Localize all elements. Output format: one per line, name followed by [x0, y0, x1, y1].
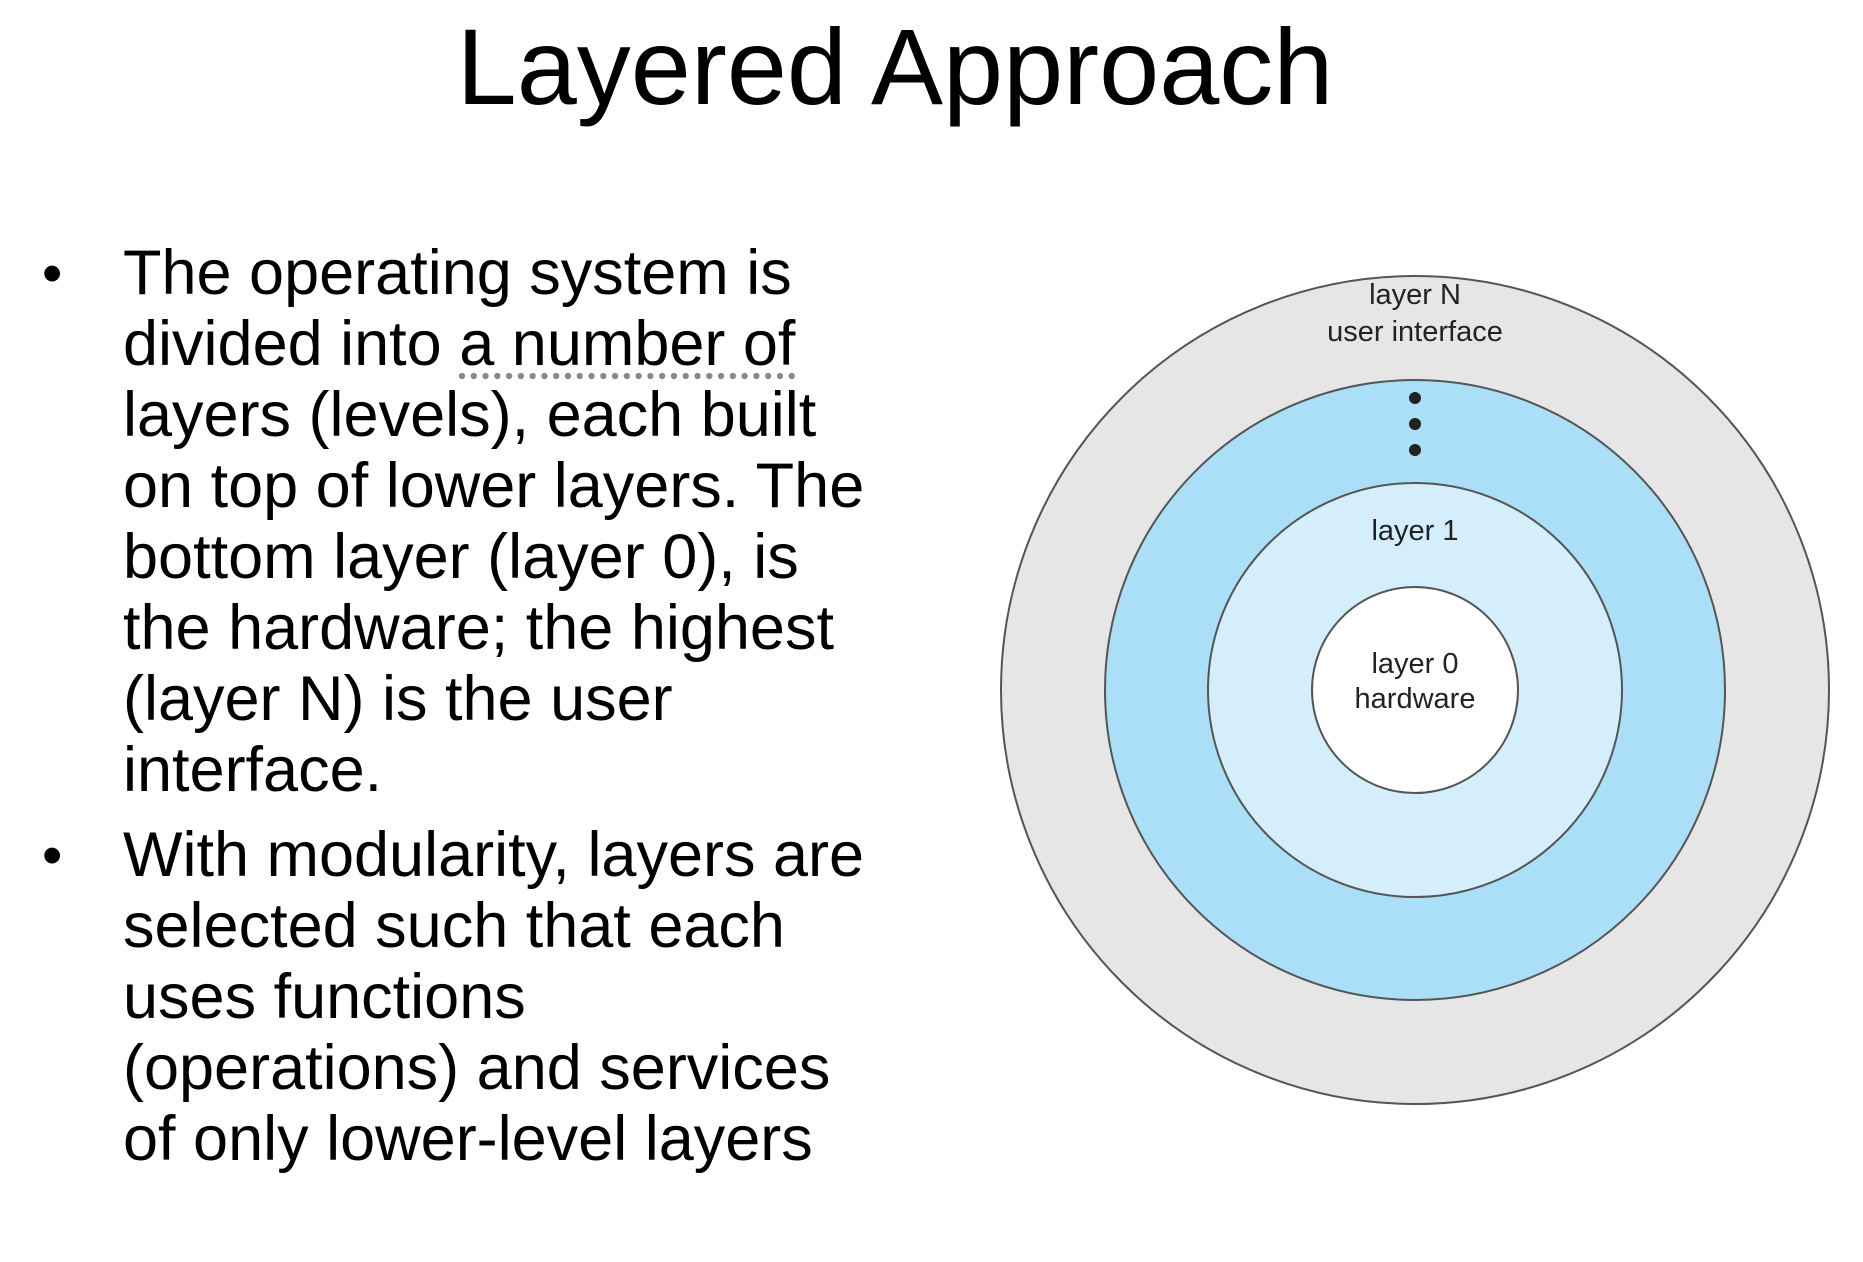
- slide-title: Layered Approach: [456, 6, 1334, 127]
- bullet-item-1: [38, 238, 878, 806]
- bullet-1-underlined-phrase: a number of: [459, 309, 796, 379]
- bullet-text-1: [123, 238, 878, 806]
- bullet-dot-icon: •: [42, 241, 63, 306]
- layer-diagram-svg: [1000, 270, 1830, 1110]
- layer-n-description: user interface: [1327, 316, 1503, 348]
- bullet-1-text-end: layers (levels), each built on top of lower layers. The bottom layer (layer 0), is the hardware; the highest (layer N) is the user interface.: [123, 380, 865, 805]
- layer-1-label: layer 1: [1371, 515, 1459, 547]
- ellipsis-dots-icon: [1409, 392, 1421, 456]
- bullet-item-2: [38, 820, 878, 1175]
- layer-0-description: hardware: [1354, 683, 1476, 715]
- bullet-list: [38, 238, 878, 1189]
- bullet-dot-icon: •: [42, 823, 63, 888]
- layer-0-label: layer 0: [1371, 648, 1459, 680]
- bullet-1-text-start: The operating system is divided into: [123, 238, 792, 379]
- layer-n-label: layer N: [1369, 279, 1461, 311]
- bullet-text-2: With modularity, layers are selected such that each uses functions (operations) and services of only lower-level layers: [123, 820, 865, 1174]
- layer-diagram: [1000, 270, 1830, 1110]
